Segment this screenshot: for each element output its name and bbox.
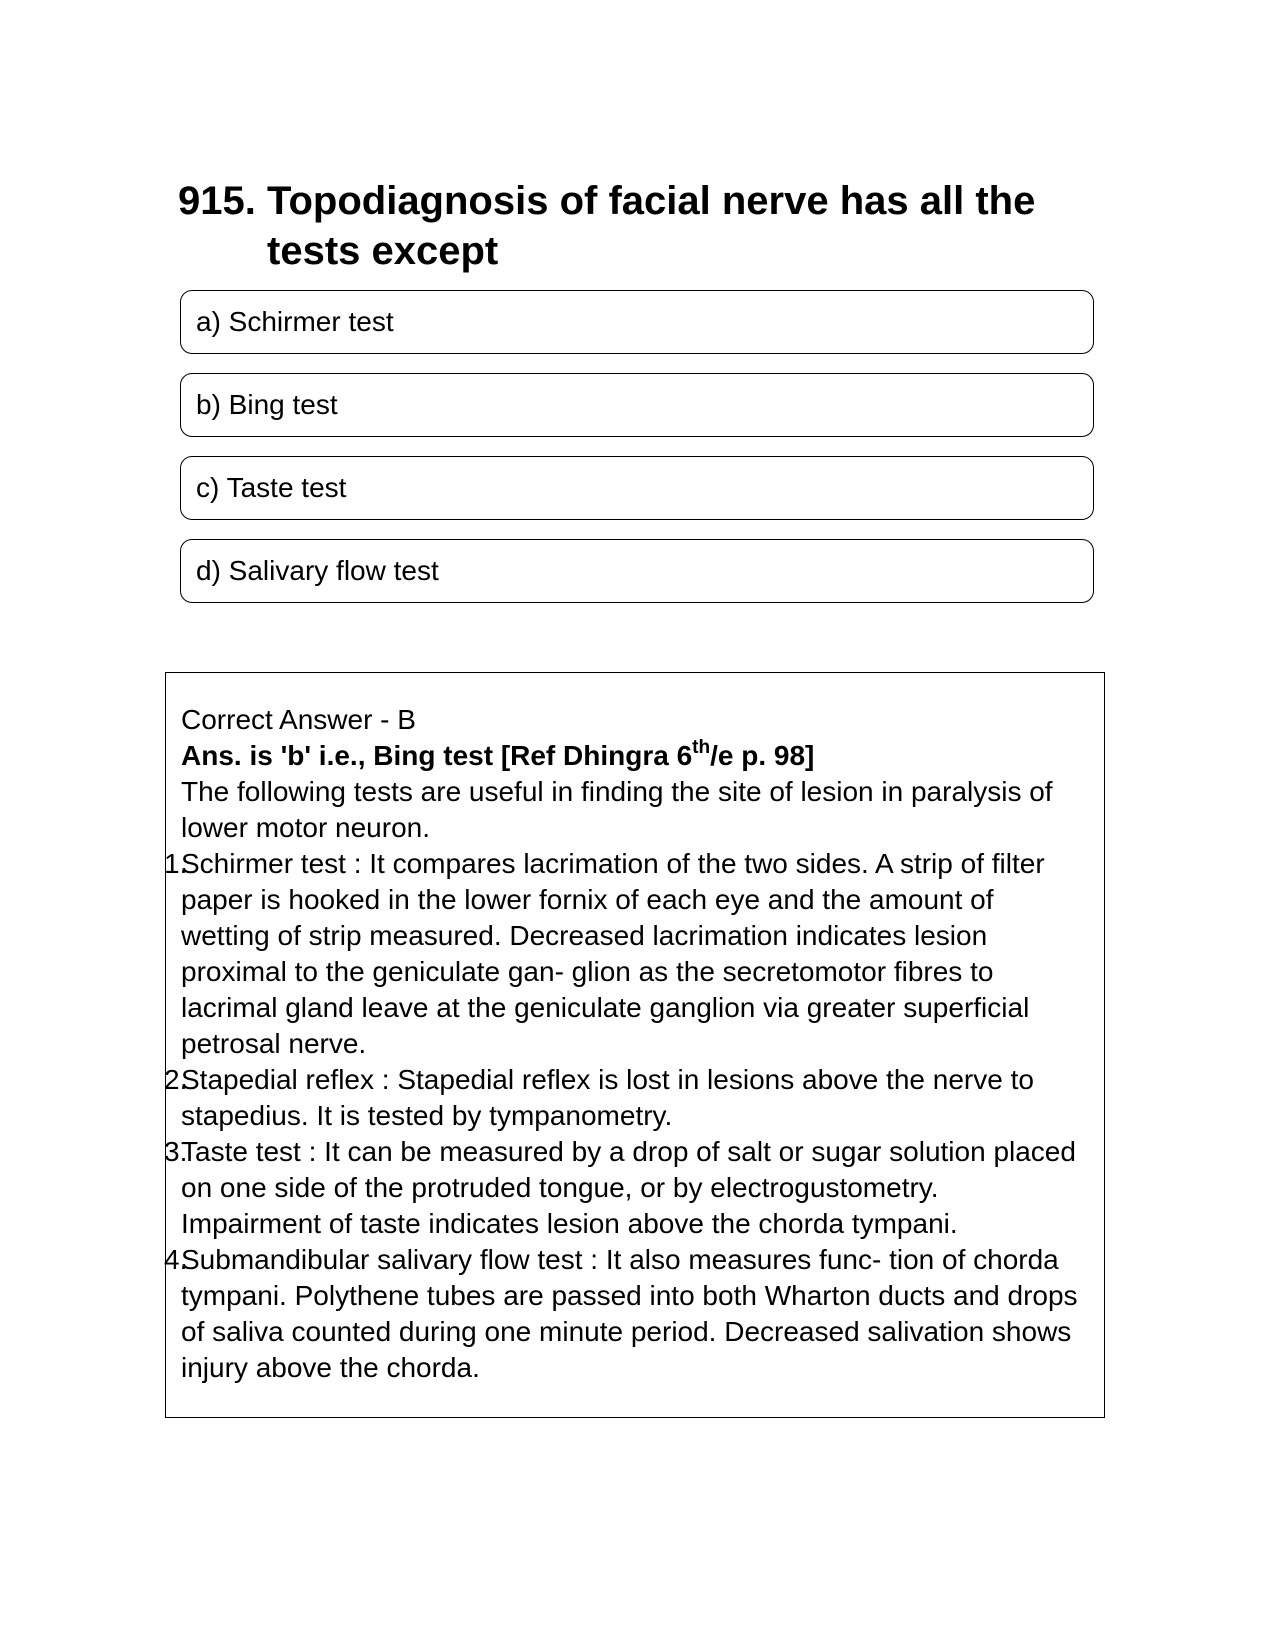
list-item-text: Schirmer test : It compares lacrimation of the two sides. A strip of filter paper is hooked in the lower fornix of each eye and the amount of wetting of strip measured. Decreased lacrimation indicates lesion proximal to the geniculate gan- glion as the secretomotor fibres to lacrimal gland leave at the geniculate ganglion via greater superficial petrosal nerve. [181,848,1045,1059]
question-number: 915. [178,179,256,223]
option-a[interactable]: a) Schirmer test [180,290,1094,354]
answer-intro: The following tests are useful in finding the site of lesion in paralysis of lower motor neuron. [181,776,1053,843]
answer-reference-suffix: /e p. 98] [710,740,815,771]
list-marker: 4. [164,1244,188,1275]
answer-reference [181,738,1086,774]
option-c[interactable]: c) Taste test [180,456,1094,520]
option-b[interactable]: b) Bing test [180,373,1094,437]
option-d[interactable]: d) Salivary flow test [180,539,1094,603]
list-marker: 3. [164,1136,188,1167]
list-item-text: Stapedial reflex : Stapedial reflex is lost in lesions above the nerve to stapedius. It is tested by tympanometry. [181,1064,1034,1131]
answer-reference-sup: th [692,737,711,758]
list-item-text: Submandibular salivary flow test : It also measures func- tion of chorda tympani. Polythene tubes are passed into both Wharton ducts and drops of saliva counted during one minute period. Decreased salivation shows injury above the chorda. [181,1244,1078,1383]
list-marker: 2. [164,1064,188,1095]
list-item-text: Taste test : It can be measured by a drop of salt or sugar solution placed on one side of the protruded tongue, or by electrogustometry. Impairment of taste indicates lesion above the chorda tympani. [181,1136,1076,1239]
list-item [164,1242,1086,1386]
answer-explanation-box [165,672,1105,1418]
answer-reference-prefix: Ans. is 'b' i.e., Bing test [Ref Dhingra 6 [181,740,693,771]
correct-answer-label: Correct Answer - B [181,704,416,735]
question-text: Topodiagnosis of facial nerve has all the tests except [267,179,1036,273]
list-item [164,1134,1086,1242]
list-item [164,1062,1086,1134]
list-item [164,846,1086,1062]
list-marker: 1. [164,848,188,879]
answer-content [164,702,1086,1386]
